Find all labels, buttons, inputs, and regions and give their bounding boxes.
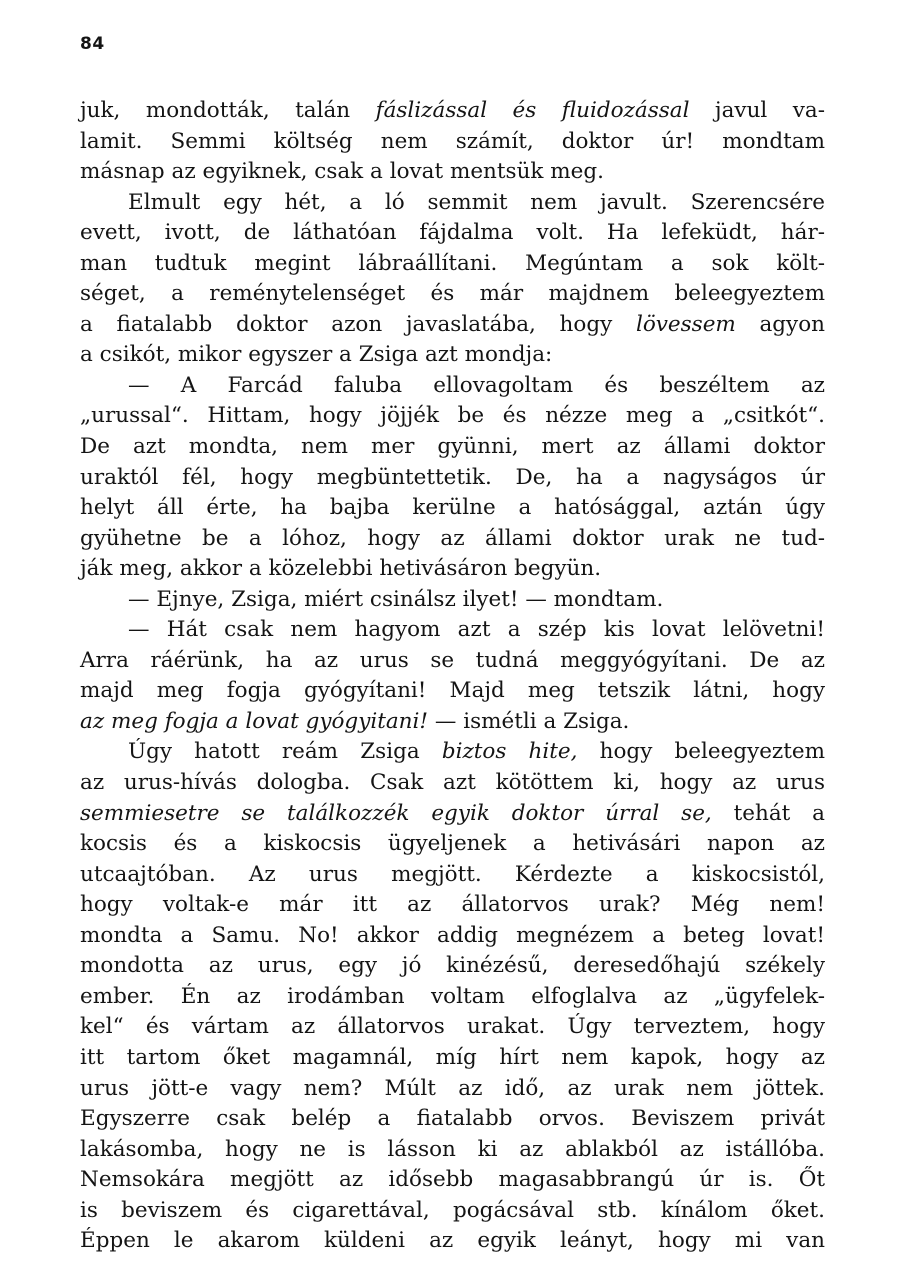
text-line (80, 554, 825, 585)
text-line (80, 524, 825, 555)
text-line (80, 921, 825, 952)
text-line (80, 890, 825, 921)
text-run: helyt áll érte, ha bajba kerülne a hatósággal, aztán úgy (80, 495, 825, 521)
text-run: De azt mondta, nem mer gyünni, mert az állami doktor (80, 434, 825, 460)
text-run: a csikót, mikor egyszer a Zsiga azt mondja: (80, 342, 553, 368)
text-line (80, 829, 825, 860)
text-run: gyühetne be a lóhoz, hogy az állami doktor urak ne tud- (80, 525, 825, 551)
text-run: — ismétli a Zsiga. (428, 708, 630, 734)
text-run: „urussal“. Hittam, hogy jöjjék be és nézze meg a „csitkót“. (80, 403, 825, 429)
text-run: javul va- (689, 98, 825, 123)
italic-phrase: biztos hite, (441, 739, 578, 765)
text-run: — A Farcád faluba ellovagoltam és beszéltem az (128, 372, 825, 398)
text-run: agyon (735, 311, 825, 337)
text-line (80, 646, 825, 677)
text-run: man tudtuk megint lábraállítani. Megúntam a sok költ- (80, 250, 825, 276)
text-run: lakásomba, hogy ne is lásson ki az ablakból az istállóba. (80, 1136, 825, 1162)
text-line (80, 768, 825, 799)
text-run: utcaajtóban. Az urus megjött. Kérdezte a kiskocsistól, (80, 861, 825, 887)
text-run: ember. Én az irodámban voltam elfoglalva az „ügyfelek- (80, 983, 825, 1009)
text-line (80, 218, 825, 249)
text-run: mondta a Samu. No! akkor addig megnézem a beteg lovat! (80, 922, 825, 948)
text-run: mondotta az urus, egy jó kinézésű, deresedőhajú székely (80, 953, 825, 979)
text-line (80, 493, 825, 524)
text-run: hogy voltak-e már itt az állatorvos urak? Még nem! (80, 892, 825, 918)
text-line (80, 737, 825, 768)
text-line (80, 676, 825, 707)
text-run: séget, a reménytelenséget és már majdnem beleegyeztem (80, 281, 825, 307)
text-run: a fiatalabb doktor azon javaslatába, hogy (80, 311, 636, 337)
text-run: másnap az egyiknek, csak a lovat mentsük meg. (80, 159, 604, 185)
text-line (80, 707, 825, 738)
text-run: Éppen le akarom küldeni az egyik leányt, hogy mi van (80, 1228, 825, 1254)
text-line (80, 127, 825, 158)
text-line (80, 982, 825, 1013)
text-line (80, 1226, 825, 1257)
text-line (80, 1135, 825, 1166)
text-run: Nemsokára megjött az idősebb magasabbrangú úr is. Őt (80, 1167, 825, 1193)
text-line (80, 1104, 825, 1135)
text-line (80, 188, 825, 219)
text-line (80, 799, 825, 830)
text-run: kel“ és vártam az állatorvos urakat. Úgy terveztem, hogy (80, 1014, 825, 1040)
text-line (80, 371, 825, 402)
text-run: ják meg, akkor a közelebbi hetivásáron begyün. (80, 556, 602, 582)
text-line (80, 249, 825, 280)
italic-phrase: semmiesetre se találkozzék egyik doktor úrral se, (80, 800, 712, 826)
text-line (80, 1043, 825, 1074)
text-line (80, 96, 825, 127)
text-run: Elmult egy hét, a ló semmit nem javult. Szerencsére (128, 189, 825, 215)
italic-phrase: fáslizással és fluidozással (375, 98, 690, 123)
text-line (80, 1196, 825, 1227)
text-line (80, 585, 825, 616)
text-run: az urus-hívás dologba. Csak azt kötöttem ki, hogy az urus (80, 770, 825, 796)
italic-phrase: az meg fogja a lovat gyógyitani! (80, 708, 429, 734)
text-run: hogy beleegyeztem (577, 739, 826, 765)
text-line (80, 432, 825, 463)
text-line (80, 1165, 825, 1196)
text-run: Arra ráérünk, ha az urus se tudná meggyógyítani. De az (80, 647, 825, 673)
text-run: juk, mondották, talán (80, 98, 376, 123)
italic-phrase: lövessem (635, 311, 736, 337)
text-run: — Ejnye, Zsiga, miért csinálsz ilyet! — mondtam. (128, 586, 664, 612)
text-run: uraktól fél, hogy megbüntettetik. De, ha a nagyságos úr (80, 464, 825, 490)
text-line (80, 951, 825, 982)
text-line (80, 279, 825, 310)
text-line (80, 157, 825, 188)
text-run: urus jött-e vagy nem? Múlt az idő, az urak nem jöttek. (80, 1075, 825, 1101)
text-run: evett, ivott, de láthatóan fájdalma volt. Ha lefeküdt, hár- (80, 220, 825, 246)
text-run: majd meg fogja gyógyítani! Majd meg tetszik látni, hogy (80, 678, 825, 704)
text-line (80, 1012, 825, 1043)
text-line (80, 401, 825, 432)
text-line (80, 615, 825, 646)
text-line (80, 340, 825, 371)
text-run: itt tartom őket magamnál, míg hírt nem kapok, hogy az (80, 1044, 825, 1070)
text-run: — Hát csak nem hagyom azt a szép kis lovat lelövetni! (128, 617, 825, 643)
body-text (80, 96, 825, 1257)
text-run: tehát a (711, 800, 825, 826)
text-run: Egyszerre csak belép a fiatalabb orvos. Beviszem privát (80, 1106, 825, 1132)
text-line (80, 1074, 825, 1105)
text-line (80, 310, 825, 341)
text-run: kocsis és a kiskocsis ügyeljenek a hetivásári napon az (80, 831, 825, 857)
text-run: is beviszem és cigarettával, pogácsával stb. kínálom őket. (80, 1197, 825, 1223)
text-line (80, 463, 825, 494)
page-number: 84 (80, 34, 105, 54)
text-run: lamit. Semmi költség nem számít, doktor úr! mondtam (80, 128, 825, 154)
text-run: Úgy hatott reám Zsiga (128, 739, 442, 765)
text-line (80, 860, 825, 891)
